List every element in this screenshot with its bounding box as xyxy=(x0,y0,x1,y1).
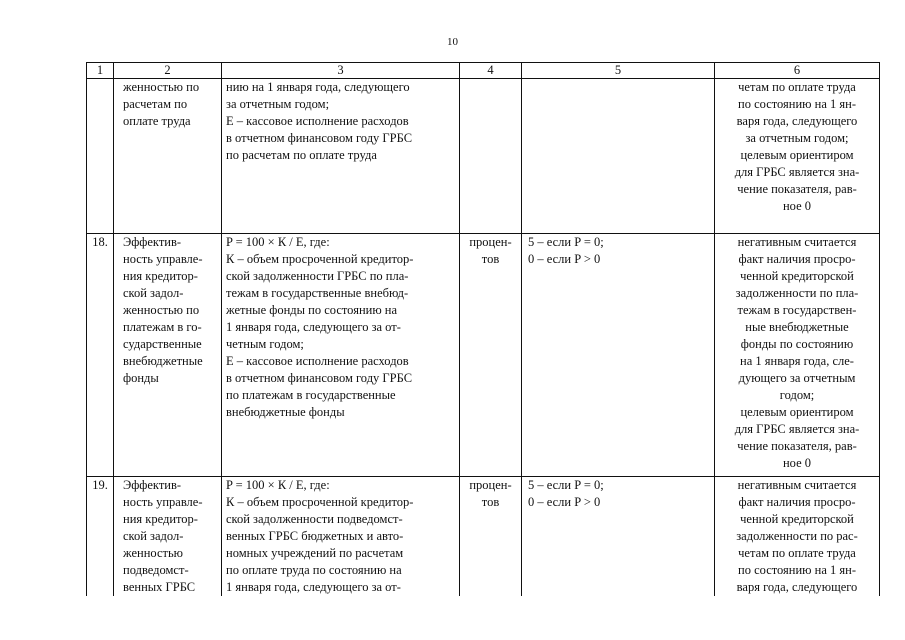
cell-text-line: Эффектив- xyxy=(123,235,182,249)
indicator-table xyxy=(86,62,880,596)
cell-text-line: К – объем просроченной кредитор- xyxy=(226,495,414,509)
cell-text-line: по состоянию на 1 ян- xyxy=(738,97,856,111)
cell-text-line: тежам в государственные внебюд- xyxy=(226,286,409,300)
cell-text-line: чение показателя, рав- xyxy=(737,182,857,196)
column-header: 1 xyxy=(87,63,114,79)
cell-text-line: ное 0 xyxy=(782,456,811,470)
cell-text-line: чение показателя, рав- xyxy=(737,439,857,453)
cell-text-line: ченной кредиторской xyxy=(740,512,854,526)
unit-cell xyxy=(460,234,522,477)
cell-text-line: целевым ориентиром xyxy=(740,148,854,162)
cell-text-line: процен- xyxy=(469,478,512,492)
cell-text-line: платежам в го- xyxy=(123,320,202,334)
cell-text-line: 5 – если P = 0; xyxy=(528,235,604,249)
cell-text-line: фонды по состоянию xyxy=(740,337,854,351)
cell-text-line: для ГРБС является зна- xyxy=(734,422,860,436)
cell-text-line: задолженности по рас- xyxy=(736,529,858,543)
cell-text-line: задолженности по пла- xyxy=(735,286,859,300)
table-row xyxy=(87,234,880,477)
unit-cell xyxy=(460,477,522,597)
cell-text-line: ное 0 xyxy=(782,199,811,213)
cell-text-line: по состоянию на 1 ян- xyxy=(738,563,856,577)
unit-cell xyxy=(460,79,522,234)
cell-text-line: ской задол- xyxy=(123,529,184,543)
cell-text-line: сударственные xyxy=(123,337,202,351)
cell-text-line: годом; xyxy=(779,388,815,402)
cell-text-line: P = 100 × К / Е, где: xyxy=(226,478,330,492)
indicator-name-cell xyxy=(114,79,222,234)
cell-text-line: подведомст- xyxy=(123,563,189,577)
indicator-name-cell xyxy=(114,234,222,477)
cell-text-line: в отчетном финансовом году ГРБС xyxy=(226,131,413,145)
cell-text-line: женностью по xyxy=(123,80,200,94)
cell-text-line: тежам в государствен- xyxy=(737,303,857,317)
cell-text-line: ченной кредиторской xyxy=(740,269,854,283)
cell-text-line: женностью xyxy=(123,546,184,560)
cell-text-line: тов xyxy=(481,495,500,509)
comment-cell xyxy=(715,477,880,597)
cell-text-line: расчетам по xyxy=(123,97,188,111)
column-header: 6 xyxy=(715,63,880,79)
cell-text-line: ность управле- xyxy=(123,495,203,509)
cell-text-line: процен- xyxy=(469,235,512,249)
cell-text-line: тов xyxy=(481,252,500,266)
cell-text-line: ской задолженности ГРБС по пла- xyxy=(226,269,409,283)
cell-text-line: Е – кассовое исполнение расходов xyxy=(226,114,409,128)
criteria-cell xyxy=(522,79,715,234)
cell-text-line: ской задолженности подведомст- xyxy=(226,512,403,526)
cell-text-line: Эффектив- xyxy=(123,478,182,492)
cell-text-line: целевым ориентиром xyxy=(740,405,854,419)
row-number-cell: 19. xyxy=(87,477,114,597)
cell-text-line: по расчетам по оплате труда xyxy=(226,148,377,162)
cell-text-line: за отчетным годом; xyxy=(226,97,330,111)
indicator-name-cell xyxy=(114,477,222,597)
formula-cell xyxy=(222,79,460,234)
cell-text-line: 1 января года, следующего за от- xyxy=(226,580,401,594)
cell-text-line: ния кредитор- xyxy=(123,269,198,283)
criteria-cell xyxy=(522,234,715,477)
column-header: 5 xyxy=(522,63,715,79)
cell-text-line: факт наличия просро- xyxy=(738,252,856,266)
cell-text-line: негативным считается xyxy=(737,478,857,492)
cell-text-line: по оплате труда по состоянию на xyxy=(226,563,402,577)
cell-text-line: для ГРБС является зна- xyxy=(734,165,860,179)
column-header: 4 xyxy=(460,63,522,79)
cell-text-line: Е – кассовое исполнение расходов xyxy=(226,354,409,368)
row-number-cell: 18. xyxy=(87,234,114,477)
formula-cell xyxy=(222,234,460,477)
cell-text-line: жетные фонды по состоянию на xyxy=(226,303,398,317)
cell-text-line: номных учреждений по расчетам xyxy=(226,546,404,560)
cell-text-line: 5 – если P = 0; xyxy=(528,478,604,492)
page-number: 10 xyxy=(447,36,458,48)
table-row xyxy=(87,79,880,234)
cell-text-line: ния кредитор- xyxy=(123,512,198,526)
cell-text-line: ность управле- xyxy=(123,252,203,266)
cell-text-line: внебюджетные фонды xyxy=(226,405,345,419)
cell-text-line: четным годом; xyxy=(226,337,304,351)
cell-text-line: за отчетным годом; xyxy=(745,131,849,145)
cell-text-line: 0 – если P > 0 xyxy=(528,252,601,266)
cell-text-line: варя года, следующего xyxy=(736,114,858,128)
comment-cell xyxy=(715,234,880,477)
cell-text-line: женностью по xyxy=(123,303,200,317)
cell-text-line: негативным считается xyxy=(737,235,857,249)
cell-text-line: варя года, следующего xyxy=(736,580,858,594)
cell-text-line: К – объем просроченной кредитор- xyxy=(226,252,414,266)
cell-text-line: венных ГРБС xyxy=(123,580,196,594)
cell-text-line: внебюджетные xyxy=(123,354,203,368)
cell-text-line: дующего за отчетным xyxy=(738,371,856,385)
cell-text-line: P = 100 × К / Е, где: xyxy=(226,235,330,249)
cell-text-line: ской задол- xyxy=(123,286,184,300)
comment-cell xyxy=(715,79,880,234)
cell-text-line: венных ГРБС бюджетных и авто- xyxy=(226,529,404,543)
cell-text-line: на 1 января года, сле- xyxy=(740,354,854,368)
cell-text-line: 0 – если P > 0 xyxy=(528,495,601,509)
formula-cell xyxy=(222,477,460,597)
cell-text-line: ные внебюджетные xyxy=(745,320,849,334)
cell-text-line: четам по оплате труда xyxy=(738,80,856,94)
cell-text-line: фонды xyxy=(123,371,159,385)
cell-text-line: 1 января года, следующего за от- xyxy=(226,320,401,334)
cell-text-line: в отчетном финансовом году ГРБС xyxy=(226,371,413,385)
cell-text-line: четам по оплате труда xyxy=(738,546,856,560)
cell-text-line: по платежам в государственные xyxy=(226,388,396,402)
column-header: 2 xyxy=(114,63,222,79)
cell-text-line: факт наличия просро- xyxy=(738,495,856,509)
column-header: 3 xyxy=(222,63,460,79)
column-number-row xyxy=(87,63,880,79)
cell-text-line: оплате труда xyxy=(123,114,191,128)
row-number-cell xyxy=(87,79,114,234)
table-row xyxy=(87,477,880,597)
cell-text-line: нию на 1 января года, следующего xyxy=(226,80,410,94)
criteria-cell xyxy=(522,477,715,597)
